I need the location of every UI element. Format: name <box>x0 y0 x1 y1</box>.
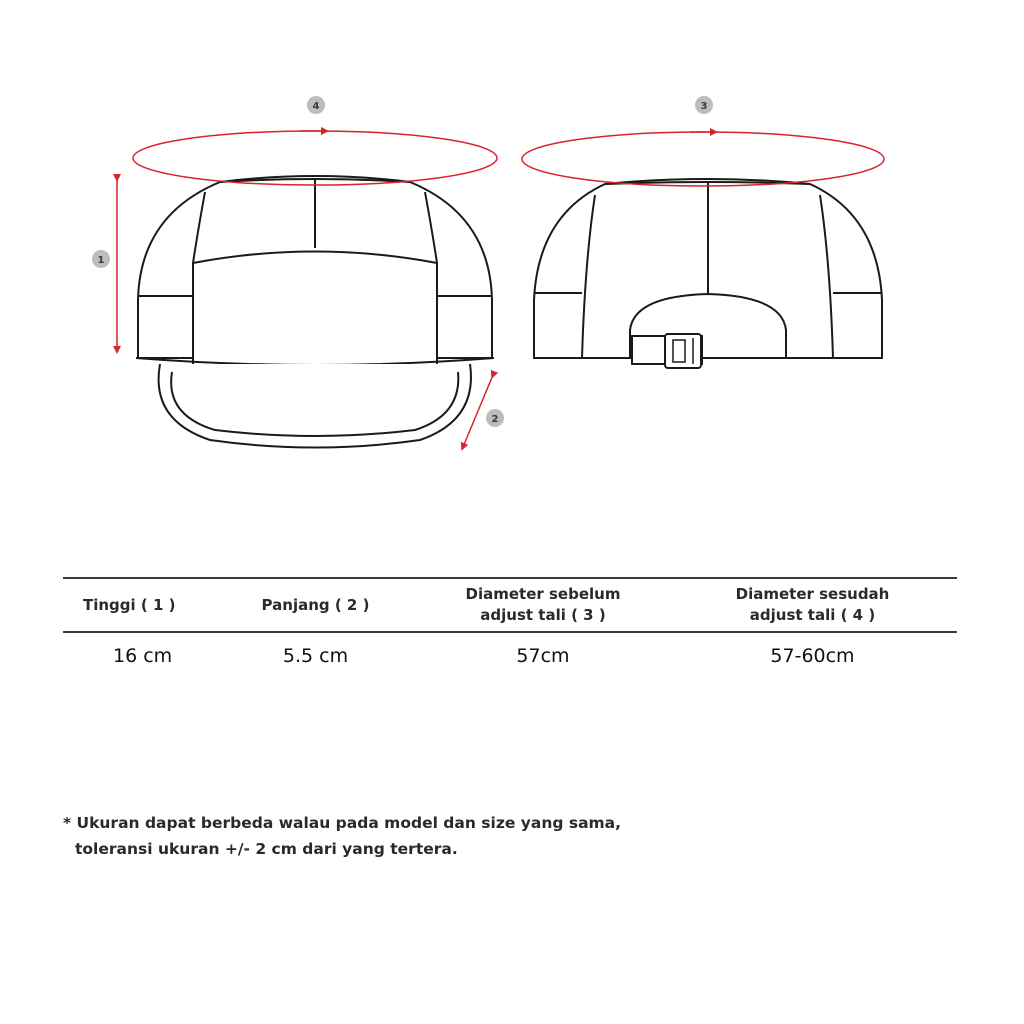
cap-front-view <box>136 176 494 448</box>
badge-1 <box>92 250 110 268</box>
size-table <box>63 577 957 679</box>
value-height: 16 cm <box>113 645 173 667</box>
cap-back-view <box>534 179 882 368</box>
svg-text:3: 3 <box>700 101 708 112</box>
header-diameter-after: Diameter sesudah adjust tali ( 4 ) <box>735 585 890 624</box>
svg-text:2: 2 <box>491 414 499 425</box>
svg-text:4: 4 <box>312 101 320 112</box>
size-tolerance-note <box>63 810 763 862</box>
header-brim-length: Panjang ( 2 ) <box>261 595 370 614</box>
table-header-row <box>63 579 957 631</box>
back-circumference-ellipse <box>522 132 884 186</box>
badge-3 <box>695 96 713 114</box>
note-line-2: toleransi ukuran +/- 2 cm dari yang tertera. <box>75 840 458 858</box>
note-line-1: * Ukuran dapat berbeda walau pada model dan size yang sama, <box>63 814 622 832</box>
header-height: Tinggi ( 1 ) <box>83 595 176 614</box>
header-diameter-before: Diameter sebelum adjust tali ( 3 ) <box>465 585 621 624</box>
value-diameter-before: 57cm <box>516 645 570 667</box>
value-diameter-after: 57-60cm <box>770 645 855 667</box>
value-brim-length: 5.5 cm <box>282 645 349 667</box>
svg-text:1: 1 <box>97 255 105 266</box>
table-row <box>63 633 957 679</box>
badge-4 <box>307 96 325 114</box>
badge-2 <box>486 409 504 427</box>
